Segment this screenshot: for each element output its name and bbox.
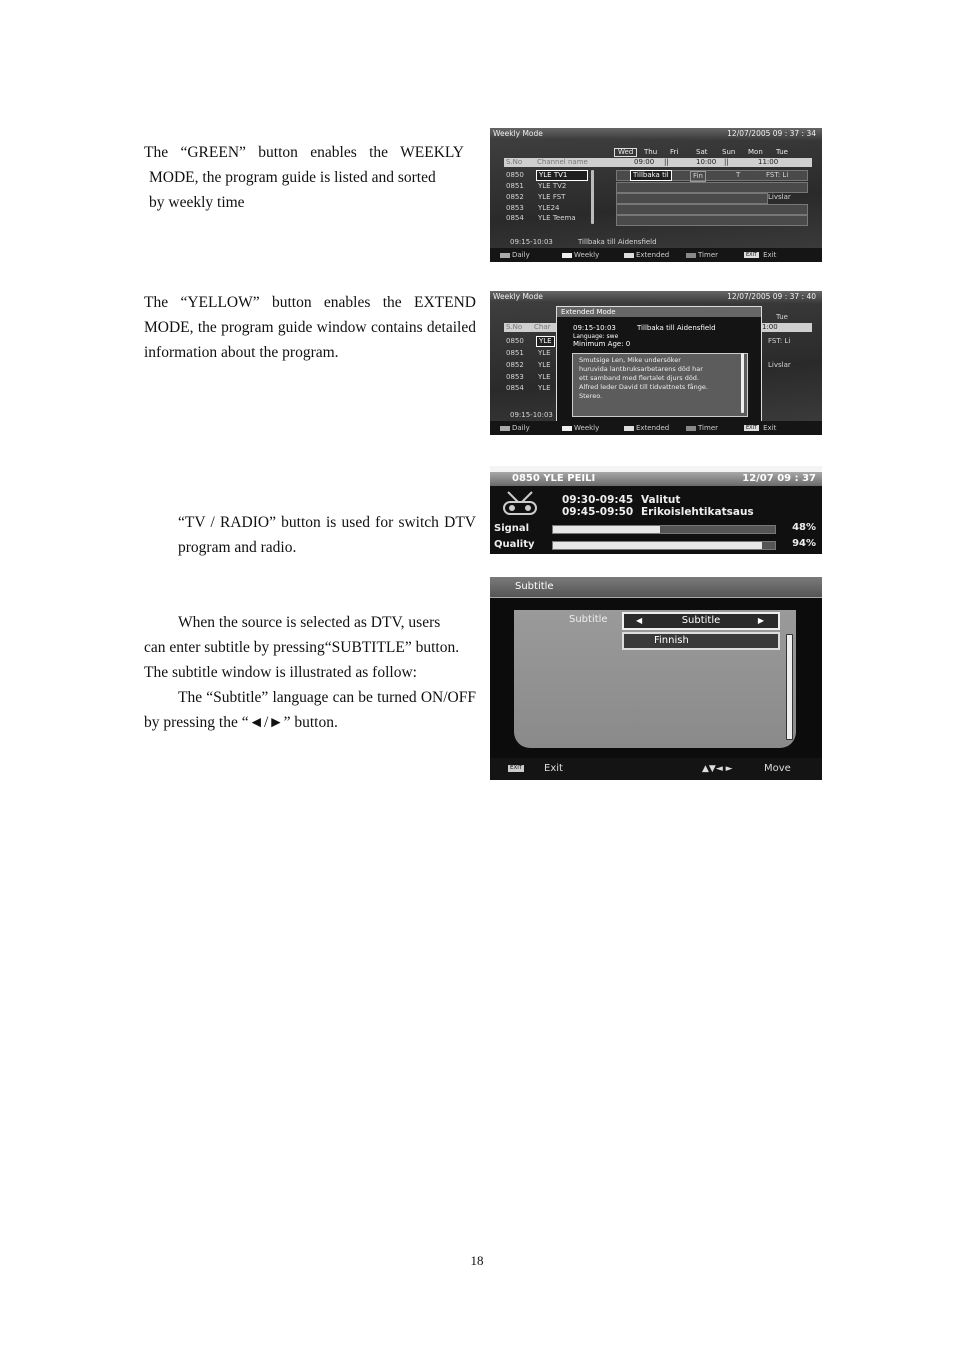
green-button-paragraph xyxy=(144,140,464,215)
channel-number: 0851 xyxy=(506,182,524,190)
color-key-icon xyxy=(624,253,634,258)
color-key-icon xyxy=(500,253,510,258)
day-tab[interactable]: Thu xyxy=(644,148,658,156)
quality-percent: 94% xyxy=(792,538,816,549)
subtitle-text-2: The “Subtitle” language can be turned ON/OFF by pressing the “◄/►” button. xyxy=(144,689,476,731)
time-slot: 09:00 xyxy=(634,158,655,166)
current-program-title: Tillbaka till Aidensfield xyxy=(578,238,657,246)
channel-name[interactable]: YLE24 xyxy=(538,204,560,212)
exit-label[interactable]: Exit xyxy=(544,763,563,774)
bg-time: 1:00 xyxy=(762,323,778,331)
bg-channel-number: 0854 xyxy=(506,384,524,392)
extended-program: Tillbaka till Aidensfield xyxy=(637,324,716,332)
quality-label: Quality xyxy=(494,539,535,550)
green-line-2: MODE, the program guide is listed and sorted xyxy=(149,169,436,186)
program-time-1: 09:30-09:45 xyxy=(562,494,634,506)
subtitle-label: Subtitle xyxy=(569,614,608,625)
page-number: 18 xyxy=(470,1253,484,1268)
current-program-time: 09:15-10:03 xyxy=(510,238,553,246)
day-tab[interactable]: Wed xyxy=(614,148,637,157)
day-tab[interactable]: Mon xyxy=(748,148,763,156)
program-cell[interactable] xyxy=(616,182,808,193)
color-key-icon xyxy=(624,426,634,431)
left-arrow-icon[interactable]: ◀ xyxy=(636,616,643,625)
description-scrollbar[interactable] xyxy=(741,353,744,413)
color-key-icon xyxy=(500,426,510,431)
exit-key-icon: EXIT xyxy=(746,425,758,431)
extended-mode-window xyxy=(556,306,762,424)
subtitle-title-bar xyxy=(490,577,822,598)
program-cell[interactable] xyxy=(616,215,808,226)
right-arrow-icon[interactable]: ▶ xyxy=(757,616,764,625)
weekly-title-bar xyxy=(490,128,822,140)
channel-name-selected[interactable]: YLE TV1 xyxy=(536,170,588,181)
bg-channel-name[interactable]: YLE xyxy=(538,349,551,357)
weekly-footer xyxy=(490,248,822,262)
bg-day: Tue xyxy=(776,313,788,321)
description-line: ett samband med flertalet djurs död. xyxy=(579,374,699,382)
day-tab[interactable]: Sun xyxy=(722,148,736,156)
signal-fill xyxy=(660,526,775,533)
color-key-icon xyxy=(562,426,572,431)
infobar-title-bar xyxy=(490,472,822,486)
time-slot: 11:00 xyxy=(758,158,779,166)
extended-title-bar xyxy=(490,291,822,303)
color-key-icon xyxy=(686,426,696,431)
weekly-datetime: 12/07/2005 09 : 37 : 34 xyxy=(727,129,816,138)
subtitle-text-1: When the source is selected as DTV, users can enter subtitle by pressing“SUBTITLE” button. The subtitle window is illustrated as follow: xyxy=(144,614,460,681)
channel-number: 0853 xyxy=(506,204,524,212)
bg-channel-name[interactable]: YLE xyxy=(538,384,551,392)
program-title-2: Erikoislehtikatsaus xyxy=(641,506,754,518)
tv-radio-text: “TV / RADIO” button is used for switch DTV program and radio. xyxy=(178,514,476,556)
green-line-3: by weekly time xyxy=(149,194,245,211)
yellow-text: The “YELLOW” button enables the EXTEND MODE, the program guide window contains detailed information about the program. xyxy=(144,294,476,361)
program-cell[interactable] xyxy=(616,204,808,215)
extended-button[interactable]: Extended xyxy=(624,248,669,262)
subtitle-window-title: Subtitle xyxy=(515,581,554,592)
signal-meter xyxy=(552,525,776,534)
program-time-2: 09:45-09:50 xyxy=(562,506,634,518)
extended-footer xyxy=(490,421,822,435)
bg-channel-name[interactable]: YLE xyxy=(536,336,555,347)
channel-number: 0850 xyxy=(506,171,524,179)
time-slot: 10:00 xyxy=(696,158,717,166)
extended-description xyxy=(572,353,748,417)
subtitle-value: Subtitle xyxy=(681,615,721,626)
day-tab[interactable]: Fri xyxy=(670,148,679,156)
exit-button[interactable]: EXIT Exit xyxy=(746,251,777,259)
color-key-icon xyxy=(562,253,572,258)
yellow-button-paragraph xyxy=(144,290,476,365)
subtitle-menu-screenshot xyxy=(490,577,822,780)
day-tab[interactable]: Sat xyxy=(696,148,708,156)
bg-channel-number: 0850 xyxy=(506,337,524,345)
description-line: Alfred leder David till tidvattnets fånge. xyxy=(579,383,708,391)
infobar-body xyxy=(490,486,822,554)
description-line: huruvida lantbruksarbetarens död har xyxy=(579,365,703,373)
weekly-title: Weekly Mode xyxy=(493,129,543,138)
daily-button[interactable]: Daily xyxy=(500,421,530,435)
bg-channel-number: 0853 xyxy=(506,373,524,381)
subtitle-panel xyxy=(514,610,796,748)
move-label: Move xyxy=(764,763,791,774)
subtitle-scrollbar[interactable] xyxy=(786,634,793,740)
channel-scrollbar[interactable] xyxy=(591,170,594,224)
description-line: Smutsige Len, Mike undersöker xyxy=(579,356,681,364)
day-tab[interactable]: Tue xyxy=(776,148,788,156)
program-cell[interactable] xyxy=(616,193,768,204)
bg-col-name: Char xyxy=(534,323,551,331)
program-title[interactable]: FST: Li xyxy=(766,171,789,179)
day-tabs xyxy=(612,148,816,157)
time-divider: || xyxy=(724,158,729,166)
extended-min-age: Minimum Age: 0 xyxy=(573,340,631,348)
bg-channel-name[interactable]: YLE xyxy=(538,373,551,381)
extended-button[interactable]: Extended xyxy=(624,421,669,435)
channel-number: 0852 xyxy=(506,193,524,201)
timer-button[interactable]: Timer xyxy=(686,248,718,262)
infobar-datetime: 12/07 09 : 37 xyxy=(742,473,816,484)
bg-program: FST: Li xyxy=(768,337,791,345)
time-divider: || xyxy=(664,158,669,166)
option-label: Finnish xyxy=(654,635,689,646)
bg-now-time: 09:15-10:03 xyxy=(510,411,553,419)
color-key-icon xyxy=(686,253,696,258)
channel-number: 0854 xyxy=(506,214,524,222)
subtitle-option-finnish[interactable] xyxy=(622,632,780,650)
bg-program: Livslar xyxy=(768,361,791,369)
description-line: Stereo. xyxy=(579,392,603,400)
daily-button[interactable]: Daily xyxy=(500,248,530,262)
col-sno: S.No xyxy=(506,158,523,166)
program-title[interactable]: Livslar xyxy=(768,193,791,201)
extended-time: 09:15-10:03 xyxy=(573,324,616,332)
green-line-1: The “GREEN” button enables the WEEKLY xyxy=(144,144,464,161)
bg-channel-number: 0852 xyxy=(506,361,524,369)
channel-name[interactable]: YLE Teema xyxy=(538,214,576,222)
extended-window-title: Extended Mode xyxy=(557,307,761,317)
tv-radio-infobar-screenshot xyxy=(490,466,822,554)
program-title[interactable]: Fin xyxy=(690,171,706,182)
extended-mode-screenshot xyxy=(490,291,822,435)
channel-name[interactable]: YLE TV2 xyxy=(538,182,567,190)
bg-channel-number: 0851 xyxy=(506,349,524,357)
exit-key-icon: EXIT xyxy=(746,252,758,258)
signal-label: Signal xyxy=(494,523,530,534)
channel-name: 0850 YLE PEILI xyxy=(512,473,596,484)
exit-button[interactable]: EXIT Exit xyxy=(746,424,777,432)
quality-fill xyxy=(762,542,775,549)
extended-language: Language: swe xyxy=(573,333,619,340)
subtitle-footer xyxy=(490,758,822,780)
weekly-header-row xyxy=(504,158,812,167)
satellite-dish-icon xyxy=(500,490,540,520)
col-channel-name: Channel name xyxy=(537,158,588,166)
weekly-button[interactable]: Weekly xyxy=(562,248,599,262)
program-title[interactable]: T xyxy=(736,171,741,179)
weekly-button[interactable]: Weekly xyxy=(562,421,599,435)
navigation-arrows-icon: ▲▼◄ ► xyxy=(702,764,733,774)
timer-button[interactable]: Timer xyxy=(686,421,718,435)
quality-meter xyxy=(552,541,776,550)
exit-key-icon: EXIT xyxy=(510,765,523,771)
bg-col-sno: S.No xyxy=(506,323,523,331)
bg-channel-name[interactable]: YLE xyxy=(538,361,551,369)
signal-percent: 48% xyxy=(792,522,816,533)
channel-name[interactable]: YLE FST xyxy=(538,193,566,201)
subtitle-selector[interactable] xyxy=(622,612,780,630)
weekly-mode-screenshot xyxy=(490,128,822,262)
extended-screen-title: Weekly Mode xyxy=(493,292,543,301)
program-selected[interactable]: Tillbaka til xyxy=(630,170,672,181)
extended-datetime: 12/07/2005 09 : 37 : 40 xyxy=(727,292,816,301)
tv-radio-paragraph xyxy=(178,510,476,560)
subtitle-paragraph xyxy=(144,610,476,735)
program-title-1: Valitut xyxy=(641,494,681,506)
